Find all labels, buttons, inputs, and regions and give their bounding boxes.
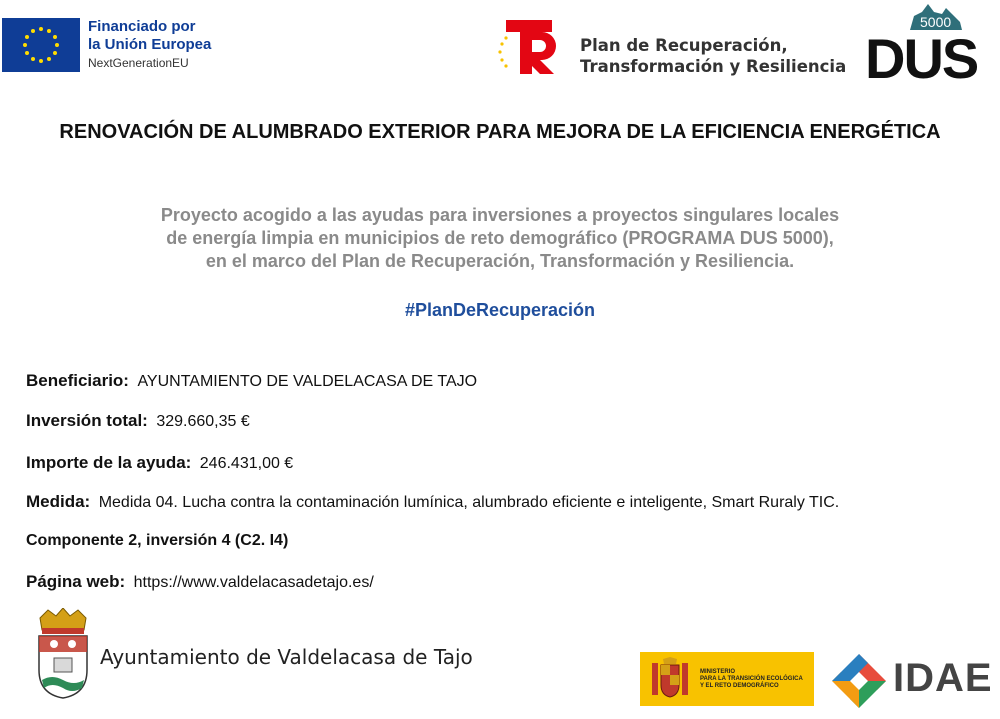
website-row [26, 572, 374, 592]
intro-line2: de energía limpia en municipios de reto demográfico (PROGRAMA DUS 5000), [166, 228, 834, 248]
prtr-text-line2: Transformación y Resiliencia [580, 57, 847, 76]
project-title: RENOVACIÓN DE ALUMBRADO EXTERIOR PARA MEJORA DE LA EFICIENCIA ENERGÉTICA [59, 121, 941, 143]
spain-coat-of-arms-icon [648, 657, 692, 701]
idae-wordmark: IDAE [893, 656, 993, 700]
town-coat-of-arms-icon [34, 608, 92, 700]
measure-label: Medida: [26, 492, 91, 511]
beneficiary-value: AYUNTAMIENTO DE VALDELACASA DE TAJO [137, 373, 478, 390]
town-council-name: Ayuntamiento de Valdelacasa de Tajo [100, 645, 473, 669]
eu-text-line2: la Unión Europea [88, 36, 212, 53]
website-label: Página web: [26, 572, 126, 591]
measure-value: Medida 04. Lucha contra la contaminación lumínica, alumbrado eficiente e inteligente, Smart Ruraly TIC. [98, 494, 840, 511]
beneficiary-row [26, 371, 477, 391]
hashtag: #PlanDeRecuperación [404, 300, 596, 320]
eu-text-line3: NextGenerationEU [88, 56, 189, 70]
eu-funding-logo [2, 18, 211, 72]
intro-line3: en el marco del Plan de Recuperación, Transformación y Resiliencia. [205, 251, 795, 271]
beneficiary-label: Beneficiario: [26, 371, 129, 390]
prtr-text [580, 35, 846, 77]
eu-text-line1: Financiado por [88, 18, 196, 35]
aid-label: Importe de la ayuda: [26, 453, 192, 472]
ministry-logo [640, 652, 814, 706]
measure-row [26, 492, 839, 512]
investment-row [26, 411, 250, 431]
ministry-line3: Y EL RETO DEMOGRÁFICO [700, 682, 779, 689]
project-intro [60, 204, 940, 273]
ministry-line1: MINISTERIO [700, 668, 736, 675]
aid-value: 246.431,00 € [199, 455, 294, 472]
prtr-logo-icon [494, 18, 564, 76]
investment-value: 329.660,35 € [156, 413, 250, 430]
investment-label: Inversión total: [26, 411, 148, 430]
eu-flag-icon [2, 18, 80, 72]
dus-5000-logo [862, 0, 984, 84]
dus-number: 5000 [920, 14, 952, 30]
intro-line1: Proyecto acogido a las ayudas para inversiones a proyectos singulares locales [160, 205, 840, 225]
prtr-text-line1: Plan de Recuperación, [580, 36, 788, 55]
aid-row [26, 453, 293, 473]
dus-word: DUS [865, 27, 978, 84]
ministry-line2: PARA LA TRANSICIÓN ECOLÓGICA [700, 675, 803, 682]
idae-mark-icon [830, 652, 888, 710]
website-link[interactable]: https://www.valdelacasadetajo.es/ [133, 574, 374, 591]
component-row: Componente 2, inversión 4 (C2. I4) [26, 532, 289, 549]
